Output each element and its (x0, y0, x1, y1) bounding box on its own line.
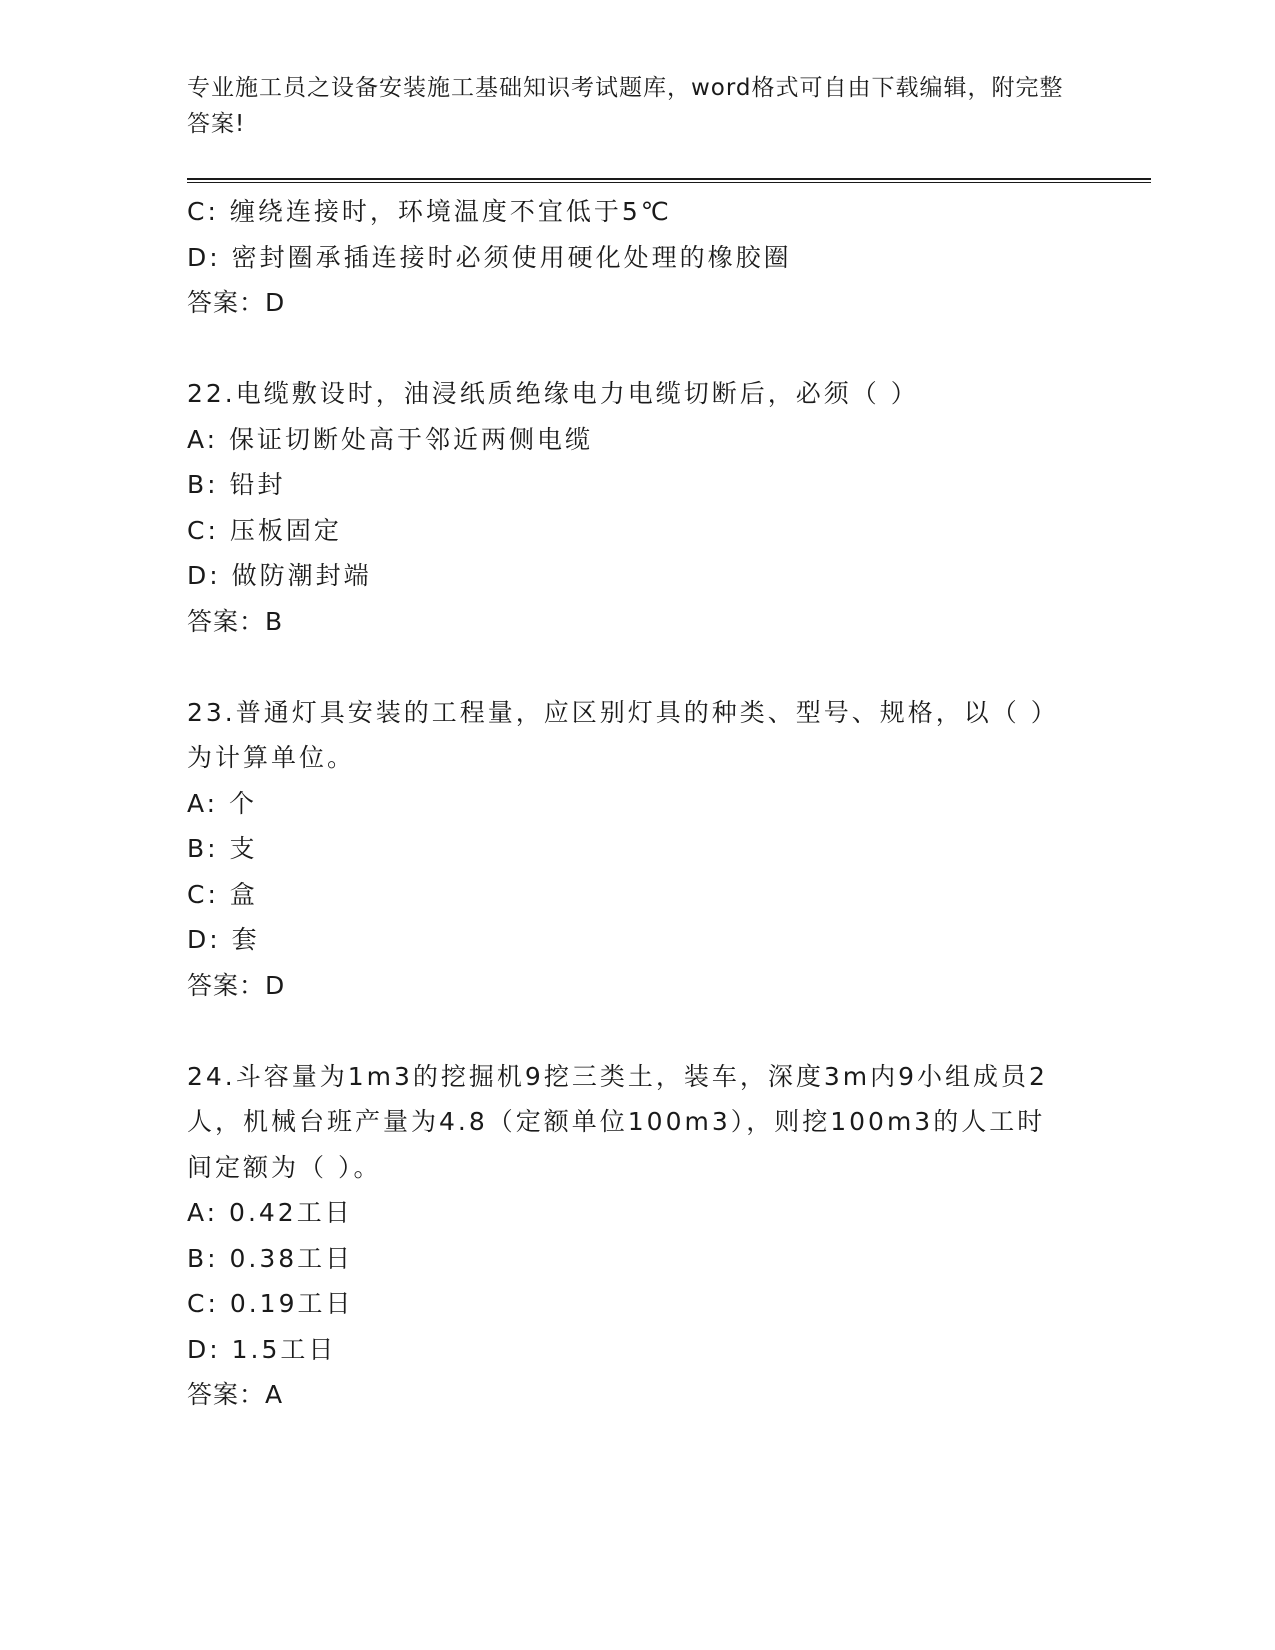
spacer (187, 326, 1067, 372)
option-d: D: 1.5工日 (187, 1334, 337, 1364)
question-text: 22.电缆敷设时，油浸纸质绝缘电力电缆切断后，必须（ ） (187, 379, 919, 408)
option-b: B: 铅封 (187, 470, 286, 499)
header-rule-thin (187, 182, 1151, 183)
answer-line: 答案：D (187, 970, 286, 1000)
option-c: C: 0.19工日 (187, 1289, 354, 1318)
question-list (187, 189, 1067, 1418)
option-b: B: 支 (187, 834, 258, 863)
option-c: C: 压板固定 (187, 515, 342, 545)
option-c: C: 缠绕连接时，环境温度不宜低于5℃ (187, 197, 672, 226)
option-c: C: 盒 (187, 879, 258, 909)
answer-line: 答案：D (187, 288, 286, 317)
option-d: D: 密封圈承插连接时必须使用硬化处理的橡胶圈 (187, 242, 792, 272)
option-a: A: 0.42工日 (187, 1198, 353, 1227)
option-a: A: 保证切断处高于邻近两侧电缆 (187, 424, 594, 454)
question-block-23 (187, 690, 1067, 1009)
option-d: D: 做防潮封端 (187, 561, 372, 590)
question-text: 23.普通灯具安装的工程量，应区别灯具的种类、型号、规格，以（ ）为计算单位。 (187, 697, 1059, 772)
option-d: D: 套 (187, 925, 260, 954)
question-block-partial (187, 189, 1067, 326)
question-block-24 (187, 1054, 1067, 1418)
question-block-22 (187, 371, 1067, 644)
option-b: B: 0.38工日 (187, 1243, 354, 1273)
spacer (187, 644, 1067, 690)
spacer (187, 1008, 1067, 1054)
header-rule-thick (187, 178, 1151, 180)
document-header: 专业施工员之设备安装施工基础知识考试题库，word格式可自由下载编辑，附完整答案! (187, 75, 1064, 137)
question-text: 24.斗容量为1m3的挖掘机9挖三类土，装车，深度3m内9小组成员2人，机械台班产量为4.8（定额单位100m3），则挖100m3的人工时间定额为（ ）。 (187, 1061, 1048, 1182)
option-a: A: 个 (187, 788, 258, 818)
answer-line: 答案：B (187, 606, 284, 636)
answer-line: 答案：A (187, 1380, 284, 1409)
